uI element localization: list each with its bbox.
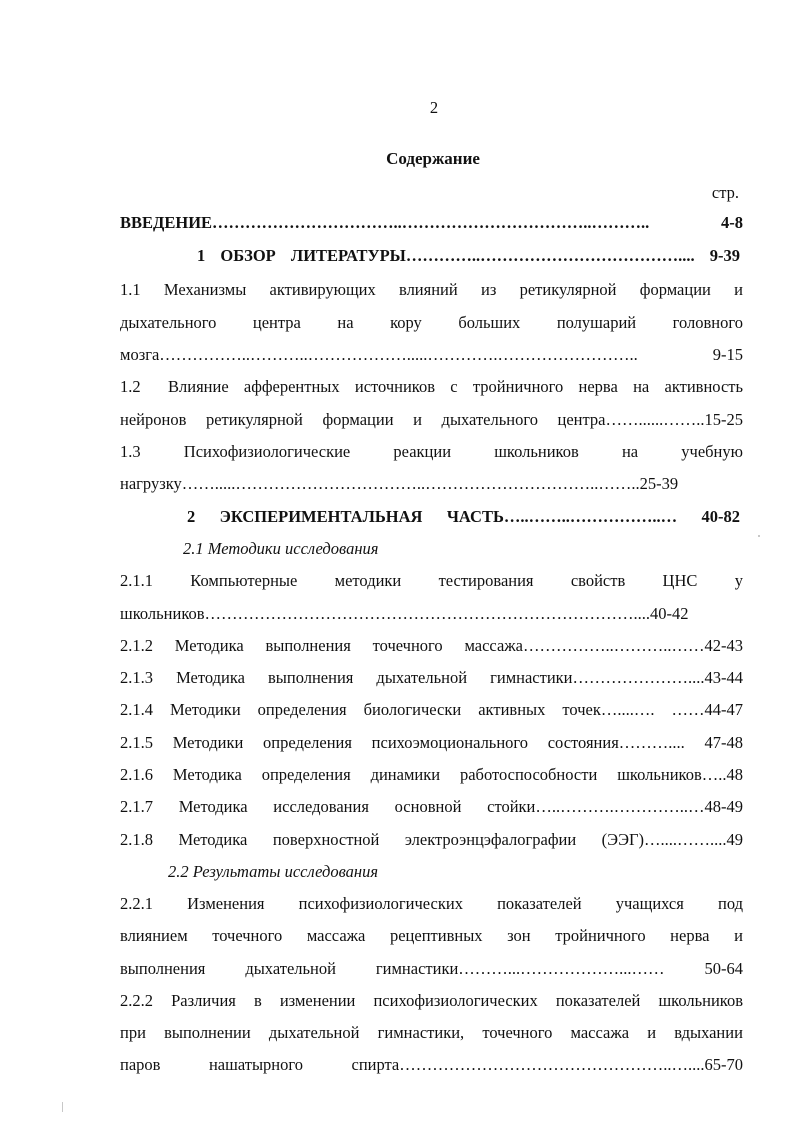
toc-entry-2-1-1-line-2: школьников……………………………………………………………………....40-42 (120, 604, 689, 623)
toc-entry-2-1: 2.1 Методики исследования (183, 539, 379, 558)
toc-word: зон (507, 926, 531, 945)
toc-word: дыхательного (120, 313, 217, 332)
scan-speck (758, 535, 760, 537)
toc-word: на (337, 313, 354, 332)
toc-word: влиянием (120, 926, 188, 945)
toc-word: вдыхании (674, 1023, 743, 1042)
toc-word: и (734, 926, 743, 945)
toc-entry-2-2-2: 2.2.2 Различия в изменении психофизиологических показателей школьников (120, 991, 743, 1010)
toc-word: кору (390, 313, 422, 332)
toc-entry-2-2: 2.2 Результаты исследования (168, 862, 379, 881)
toc-word: показателей (497, 894, 582, 913)
toc-word: ретикулярной (519, 280, 617, 299)
toc-word: Компьютерные (190, 571, 298, 590)
page-column-header: стр. (711, 183, 739, 202)
toc-entry-1-1-line-2 (120, 313, 743, 333)
toc-entry-2-2-2-line-2 (120, 1023, 743, 1043)
toc-word: методики (334, 571, 402, 590)
toc-entry-1-1-line-3: мозга……………..………..……………….....………….…………………….. 9-15 (120, 345, 743, 364)
toc-entry-1-2-number: 1.2 (120, 377, 141, 396)
toc-word: точечного (482, 1023, 553, 1042)
toc-word: больших (458, 313, 521, 332)
toc-entry-2-1-1-number: 2.1.1 (120, 571, 153, 590)
toc-word: реакции (393, 442, 452, 461)
toc-word: у (734, 571, 743, 590)
toc-word: гимнастики, (377, 1023, 465, 1042)
toc-word: полушарий (556, 313, 637, 332)
toc-word: тройничного (555, 926, 646, 945)
toc-word: выполнении (164, 1023, 251, 1042)
toc-word: активирующих (269, 280, 376, 299)
toc-entry-2-1-2: 2.1.2 Методика выполнения точечного массажа……………..………..……42-43 (120, 636, 743, 655)
toc-entry-1-1 (120, 280, 743, 300)
toc-word: точечного (212, 926, 283, 945)
toc-word: ЦНС (662, 571, 698, 590)
toc-word: и (647, 1023, 657, 1042)
toc-word: учащихся (615, 894, 684, 913)
toc-word: при (120, 1023, 146, 1042)
toc-word: массажа (570, 1023, 630, 1042)
toc-word: под (718, 894, 743, 913)
toc-word: массажа (306, 926, 366, 945)
toc-word: из (480, 280, 497, 299)
toc-entry-chapter-1: 1 ОБЗОР ЛИТЕРАТУРЫ…………..……………………………….... 9-39 (197, 246, 740, 265)
toc-word: Изменения (187, 894, 265, 913)
toc-word: рецептивных (389, 926, 483, 945)
page-title: Содержание (386, 149, 480, 168)
toc-word: психофизиологических (298, 894, 463, 913)
scan-speck (62, 1102, 63, 1112)
toc-entry-2-2-1 (120, 894, 743, 914)
toc-entry-2-1-8: 2.1.8 Методика поверхностной электроэнцэфалографии (ЭЭГ)…....……....49 (120, 830, 743, 849)
toc-word: Психофизиологические (183, 442, 351, 461)
toc-word: формации (639, 280, 711, 299)
toc-entry-1-2-line-2: нейронов ретикулярной формации и дыхательного центра……......……..15-25 (120, 410, 743, 429)
toc-entry-1-2-title: Влияние афферентных источников с тройничного нерва на активность (168, 377, 743, 396)
toc-entry-2-1-4: 2.1.4 Методики определения биологически активных точек…....…. ……44-47 (120, 700, 743, 719)
toc-word: центра (252, 313, 301, 332)
toc-entry-2-2-1-line-3: выполнения дыхательной гимнастики………...………………...…… 50-64 (120, 959, 743, 978)
toc-entry-2-1-6: 2.1.6 Методика определения динамики работоспособности школьников…..48 (120, 765, 743, 784)
toc-entry-2-1-5: 2.1.5 Методики определения психоэмоционального состояния……….... 47-48 (120, 733, 743, 752)
toc-entry-introduction: ВВЕДЕНИЕ……………………………..……………………………..……….. 4-8 (120, 213, 743, 232)
toc-entry-2-1-1 (120, 571, 743, 591)
toc-entry-1-1-number: 1.1 (120, 280, 141, 299)
toc-word: Механизмы (163, 280, 247, 299)
toc-entry-2-1-7: 2.1.7 Методика исследования основной стойки…..……….…………..…48-49 (120, 797, 743, 816)
toc-word: нерва (670, 926, 710, 945)
toc-word: влияний (399, 280, 458, 299)
toc-word: тестирования (438, 571, 534, 590)
toc-entry-2-2-2-line-3: паров нашатырного спирта…………………………………………..…....65-70 (120, 1055, 743, 1074)
toc-word: учебную (681, 442, 743, 461)
toc-entry-1-3-number: 1.3 (120, 442, 141, 461)
toc-word: на (621, 442, 639, 461)
toc-entry-1-3 (120, 442, 743, 462)
toc-word: дыхательной (268, 1023, 360, 1042)
toc-entry-2-2-1-line-2 (120, 926, 743, 946)
toc-word: свойств (570, 571, 626, 590)
page-number: 2 (429, 98, 439, 117)
toc-entry-chapter-2: 2 ЭКСПЕРИМЕНТАЛЬНАЯ ЧАСТЬ…..……..……………..… 40-82 (187, 507, 740, 526)
toc-entry-2-2-1-number: 2.2.1 (120, 894, 153, 913)
toc-entry-2-1-3: 2.1.3 Методика выполнения дыхательной гимнастики…………………....43-44 (120, 668, 743, 687)
toc-word: и (734, 280, 743, 299)
toc-entry-1-2 (120, 377, 743, 397)
toc-entry-1-3-line-2: нагрузку…….....……………………………..…………………………..……..25-39 (120, 474, 679, 493)
toc-word: школьников (494, 442, 579, 461)
toc-word: головного (672, 313, 743, 332)
